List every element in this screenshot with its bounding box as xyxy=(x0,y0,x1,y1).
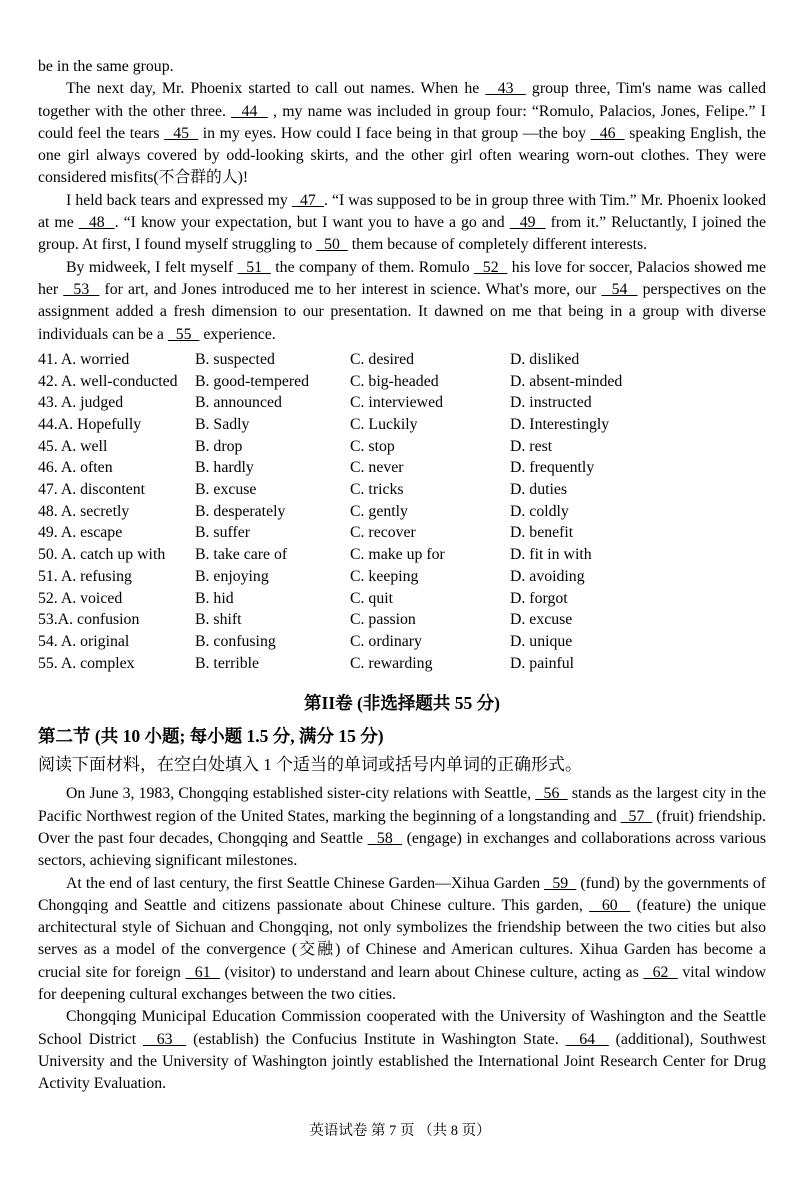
grammar-paragraph: On June 3, 1983, Chongqing established sister-city relations with Seattle, 56 stands as the largest city in the Pacific Northwest region of the United States, marking the beginning of a longstanding and 57 (fruit) friendship. Over the past four decades, Chongqing and Seattle 58 (engage) in exchanges and collaborations across various sectors, achieving significant milestones. xyxy=(38,785,767,870)
option-cell: C. keeping xyxy=(350,567,419,585)
option-cell: D. coldly xyxy=(510,502,569,520)
option-cell: D. instructed xyxy=(510,394,592,412)
cloze-paragraph: The next day, Mr. Phoenix started to call out names. When he 43 group three, Tim's name was called together with the other three. 44 , my name was included in group four: “Romulo, Palacios, Jones, Felipe.” I could feel the tears 45 in my eyes. How could I face being in that group —the boy 46 speaking English, the one girl always covered by odd-looking skirts, and the other girl often wearing worn-out clothes. They were considered misfits(不合群的人)! xyxy=(38,80,767,187)
option-cell: B. drop xyxy=(195,437,243,455)
part-two-heading: 第二节 (共 10 小题; 每小题 1.5 分, 满分 15 分) xyxy=(38,726,384,747)
cloze-paragraph: be in the same group. xyxy=(38,58,174,75)
answer-blank-57: 57 xyxy=(620,807,653,825)
option-row xyxy=(38,371,766,393)
option-cell: B. Sadly xyxy=(195,415,250,433)
option-cell: B. suspected xyxy=(195,350,275,368)
option-cell: B. hid xyxy=(195,589,234,607)
answer-blank-51: 51 xyxy=(237,258,271,276)
option-row xyxy=(38,436,766,458)
option-cell: B. desperately xyxy=(195,502,286,520)
option-cell: D. Interestingly xyxy=(510,415,610,433)
option-cell: B. announced xyxy=(195,394,282,412)
answer-blank-58: 58 xyxy=(367,830,402,847)
option-cell: B. excuse xyxy=(195,481,257,499)
option-cell: D. duties xyxy=(510,481,568,499)
option-cell: D. rest xyxy=(510,437,553,455)
answer-blank-60: 60 xyxy=(589,896,631,914)
answer-blank-62: 62 xyxy=(643,963,678,981)
option-row xyxy=(38,566,766,588)
answer-blank-63: 63 xyxy=(143,1030,187,1048)
option-row xyxy=(38,588,766,610)
option-cell: B. terrible xyxy=(195,654,260,672)
option-cell: 47. A. discontent xyxy=(38,481,146,499)
option-cell: 45. A. well xyxy=(38,437,108,455)
answer-blank-49: 49 xyxy=(509,214,546,232)
answer-blank-54: 54 xyxy=(601,280,638,298)
option-cell: C. desired xyxy=(350,350,415,368)
option-cell: 53.A. confusion xyxy=(38,611,140,629)
option-row xyxy=(38,653,766,675)
page-footer: 英语试卷 第 7 页 （共 8 页） xyxy=(309,1123,491,1139)
option-cell: 50. A. catch up with xyxy=(38,546,166,564)
option-row xyxy=(38,631,766,653)
option-cell: 44.A. Hopefully xyxy=(38,415,142,433)
section-ii-heading: 第II卷 (非选择题共 55 分) xyxy=(304,693,500,714)
option-cell: C. passion xyxy=(350,611,416,629)
answer-blank-47: 47 xyxy=(291,191,324,209)
answer-blank-52: 52 xyxy=(474,258,508,276)
answer-blank-56: 56 xyxy=(535,785,568,803)
option-cell: D. excuse xyxy=(510,611,573,629)
answer-blank-55: 55 xyxy=(167,325,200,343)
answer-blank-53: 53 xyxy=(63,280,100,298)
options-table xyxy=(38,349,766,675)
option-cell: C. interviewed xyxy=(350,394,443,412)
option-cell: B. confusing xyxy=(195,633,276,650)
option-row xyxy=(38,479,766,501)
option-cell: D. unique xyxy=(510,633,573,650)
option-cell: C. quit xyxy=(350,589,394,607)
answer-blank-46: 46 xyxy=(590,124,625,142)
option-row xyxy=(38,522,766,544)
option-cell: B. good-tempered xyxy=(195,372,310,390)
answer-blank-59: 59 xyxy=(544,874,577,892)
option-row xyxy=(38,414,766,436)
option-cell: C. recover xyxy=(350,524,416,542)
option-cell: 43. A. judged xyxy=(38,394,124,412)
grammar-paragraph: Chongqing Municipal Education Commission cooperated with the University of Washington and the Seattle School District 63 (establish) the Confucius Institute in Washington State. 64 (additional), Southwest University and the University of Washington jointly established the International Joint Research Center for Drug Activity Evaluation. xyxy=(38,1008,767,1093)
answer-blank-50: 50 xyxy=(316,236,348,254)
option-cell: B. suffer xyxy=(195,524,250,542)
option-cell: D. benefit xyxy=(510,524,574,542)
option-cell: D. absent-minded xyxy=(510,372,623,390)
option-cell: C. Luckily xyxy=(350,415,418,433)
option-cell: D. painful xyxy=(510,654,575,672)
option-cell: C. tricks xyxy=(350,481,404,499)
option-cell: C. never xyxy=(350,459,404,477)
cloze-passage xyxy=(38,56,766,346)
option-cell: C. rewarding xyxy=(350,654,433,672)
answer-blank-44: 44 xyxy=(231,102,268,120)
grammar-paragraph: At the end of last century, the first Seattle Chinese Garden—Xihua Garden 59 (fund) by the governments of Chongqing and Seattle and citizens passionate about Chinese culture. This garden, 60 (feature) the unique architectural style of Sichuan and Chongqing, not only symbolizes the friendship between the two cities but also serves as a model of the convergence (交融) of Chinese and American cultures. Xihua Garden has become a crucial site for foreign 61 (visitor) to understand and learn about Chinese culture, acting as 62 vital window for deepening cultural exchanges between the two cities. xyxy=(38,874,767,1004)
cloze-paragraph: By midweek, I felt myself 51 the company of them. Romulo 52 his love for soccer, Palacios showed me her 53 for art, and Jones introduced me to her interest in science. What's more, our 54 perspectives on the assignment added a fresh dimension to our presentation. It dawned on me that being in a group with diverse individuals can be a 55 experience. xyxy=(38,258,767,343)
option-row xyxy=(38,457,766,479)
option-cell: B. shift xyxy=(195,611,242,629)
answer-blank-61: 61 xyxy=(185,963,220,981)
instruction-line: 阅读下面材料，在空白处填入 1 个适当的单词或括号内单词的正确形式。 xyxy=(38,755,582,775)
option-cell: D. forgot xyxy=(510,589,568,607)
option-cell: D. disliked xyxy=(510,350,580,368)
option-row xyxy=(38,392,766,414)
answer-blank-64: 64 xyxy=(565,1030,609,1048)
option-row xyxy=(38,544,766,566)
option-cell: C. stop xyxy=(350,437,395,455)
option-row xyxy=(38,501,766,523)
answer-blank-48: 48 xyxy=(78,214,115,232)
option-cell: C. ordinary xyxy=(350,633,422,650)
option-cell: 54. A. original xyxy=(38,633,130,650)
option-cell: B. take care of xyxy=(195,546,288,564)
option-row xyxy=(38,609,766,631)
option-row xyxy=(38,349,766,371)
option-cell: 41. A. worried xyxy=(38,350,130,368)
option-cell: 42. A. well-conducted xyxy=(38,372,178,390)
option-cell: C. gently xyxy=(350,502,408,520)
option-cell: C. big-headed xyxy=(350,372,439,390)
option-cell: 51. A. refusing xyxy=(38,567,132,585)
option-cell: B. hardly xyxy=(195,459,254,477)
answer-blank-43: 43 xyxy=(485,80,526,98)
option-cell: B. enjoying xyxy=(195,567,269,585)
option-cell: 46. A. often xyxy=(38,459,113,477)
option-cell: D. avoiding xyxy=(510,567,585,585)
option-cell: D. frequently xyxy=(510,459,595,477)
grammar-passage xyxy=(38,783,766,1095)
cloze-paragraph: I held back tears and expressed my 47 . “I was supposed to be in group three with Tim.” Mr. Phoenix looked at me 48 . “I know your expectation, but I want you to have a go and 49 from it.” Reluctantly, I joined the group. At first, I found myself struggling to 50 them because of completely different interests. xyxy=(38,191,767,254)
option-cell: 55. A. complex xyxy=(38,654,135,672)
option-cell: D. fit in with xyxy=(510,546,592,564)
option-cell: 49. A. escape xyxy=(38,524,123,542)
option-cell: 52. A. voiced xyxy=(38,589,123,607)
answer-blank-45: 45 xyxy=(164,124,199,142)
option-cell: C. make up for xyxy=(350,546,445,564)
option-cell: 48. A. secretly xyxy=(38,502,130,520)
